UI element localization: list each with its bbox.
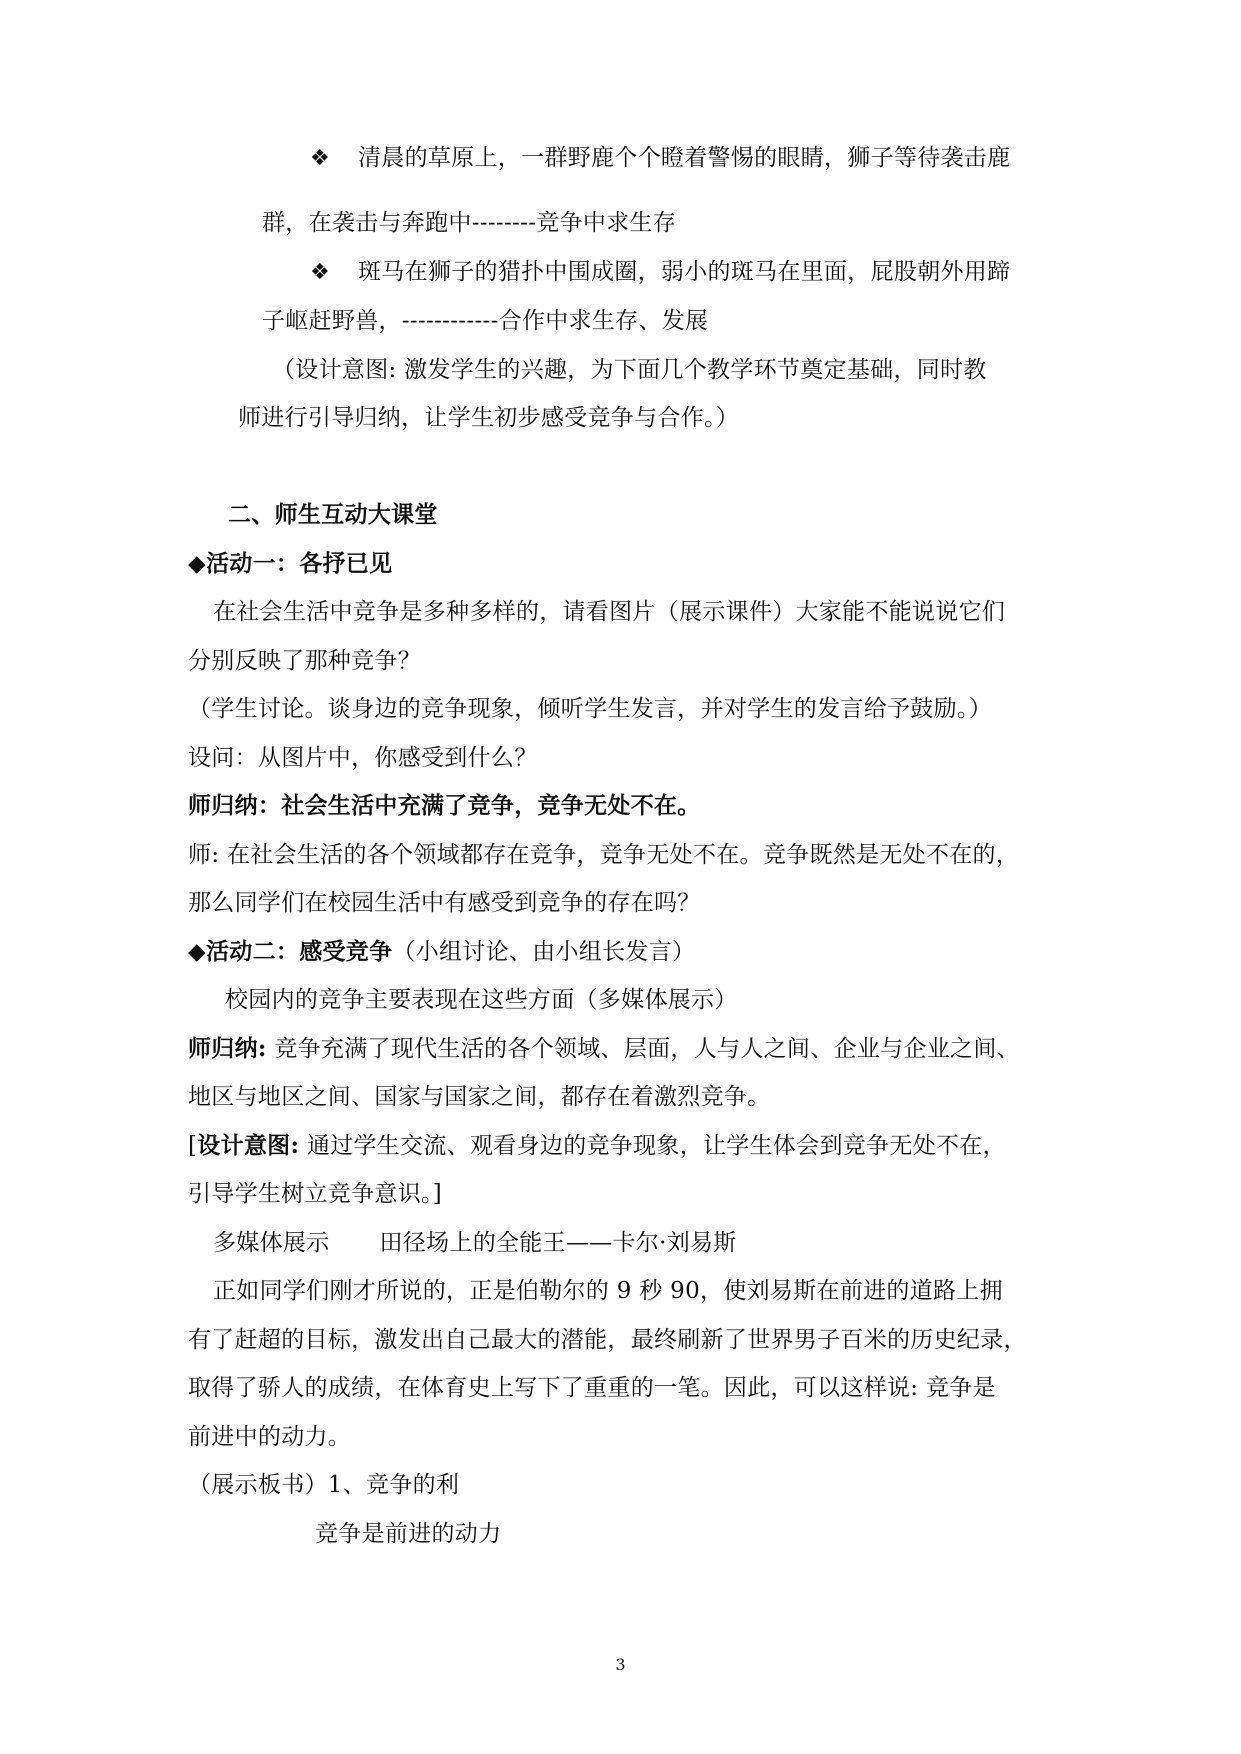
bullet-1-line-1: ❖ 清晨的草原上，一群野鹿个个瞪着警惕的眼睛，狮子等待袭击鹿 (310, 143, 1010, 174)
summary-label: 师归纳: (188, 1035, 267, 1062)
story-line-4: 前进中的动力。 (188, 1424, 352, 1450)
teacher-line-2: 那么同学们在校园生活中有感受到竞争的存在吗？ (188, 890, 701, 916)
page-number: 3 (615, 1655, 626, 1674)
bullet-2-line-2: 子岖赶野兽，------------合作中求生存、发展 (262, 308, 709, 334)
media-line (213, 1228, 737, 1258)
diamond-bullet-icon: ❖ (310, 146, 331, 171)
story-line-1: 正如同学们刚才所说的，正是伯勒尔的 9 秒 90，使刘易斯在前进的道路上拥 (213, 1278, 1003, 1304)
media-label: 多媒体展示 (213, 1230, 330, 1256)
activity-1-summary: 师归纳：社会生活中充满了竞争，竞争无处不在。 (188, 792, 701, 819)
bullet-1-line-2: 群，在袭击与奔跑中--------竞争中求生存 (262, 210, 677, 236)
story-line-3: 取得了骄人的成绩，在体育史上写下了重重的一笔。因此，可以这样说: 竞争是 (188, 1375, 996, 1401)
design-note-line-2: 师进行引导归纳，让学生初步感受竞争与合作。） (238, 405, 740, 431)
board-line-2: 竞争是前进的动力 (315, 1521, 502, 1547)
design-intent-line-2: 引导学生树立竞争意识。] (188, 1181, 443, 1207)
activity-2-title: ◆活动二：感受竞争 (188, 938, 393, 965)
activity-1-discussion: （学生讨论。谈身边的竞争现象，倾听学生发言，并对学生的发言给予鼓励。） (188, 696, 992, 722)
activity-1-question: 设问：从图片中，你感受到什么？ (188, 745, 538, 771)
media-title: 田径场上的全能王——卡尔·刘易斯 (379, 1230, 737, 1256)
design-intent-label: 设计意图: (197, 1132, 300, 1159)
campus-line: 校园内的竞争主要表现在这些方面（多媒体展示） (225, 987, 738, 1013)
activity-1-para-line-2: 分别反映了那种竞争？ (188, 648, 421, 674)
design-intent-line-1: [设计意图: 通过学生交流、观看身边的竞争现象，让学生体会到竞争无处不在， (188, 1132, 1006, 1159)
summary-line-1: 师归纳: 竞争充满了现代生活的各个领域、层面，人与人之间、企业与企业之间、 (188, 1035, 1020, 1062)
summary-line-2: 地区与地区之间、国家与国家之间，都存在着激烈竞争。 (188, 1084, 771, 1110)
bullet-2-line-1: ❖ 斑马在狮子的猎扑中围成圈，弱小的斑马在里面，屁股朝外用蹄 (310, 257, 1010, 288)
section-heading: 二、师生互动大课堂 (228, 501, 438, 528)
board-line-1: （展示板书）1、竞争的利 (188, 1472, 460, 1498)
design-note-line-1: （设计意图: 激发学生的兴趣，为下面几个教学环节奠定基础，同时教 (272, 357, 987, 383)
activity-2-title-row (188, 937, 695, 967)
diamond-bullet-icon: ❖ (310, 260, 331, 285)
activity-1-title: ◆活动一：各抒已见 (188, 550, 393, 577)
activity-2-title-note: （小组讨论、由小组长发言） (392, 939, 696, 965)
teacher-line-1: 师: 在社会生活的各个领域都存在竞争，竞争无处不在。竞争既然是无处不在的， (188, 842, 1020, 868)
story-line-2: 有了赶超的目标，激发出自己最大的潜能，最终刷新了世界男子百米的历史纪录， (188, 1327, 1027, 1353)
activity-1-para-line-1: 在社会生活中竞争是多种多样的，请看图片（展示课件）大家能不能说说它们 (213, 599, 1006, 625)
